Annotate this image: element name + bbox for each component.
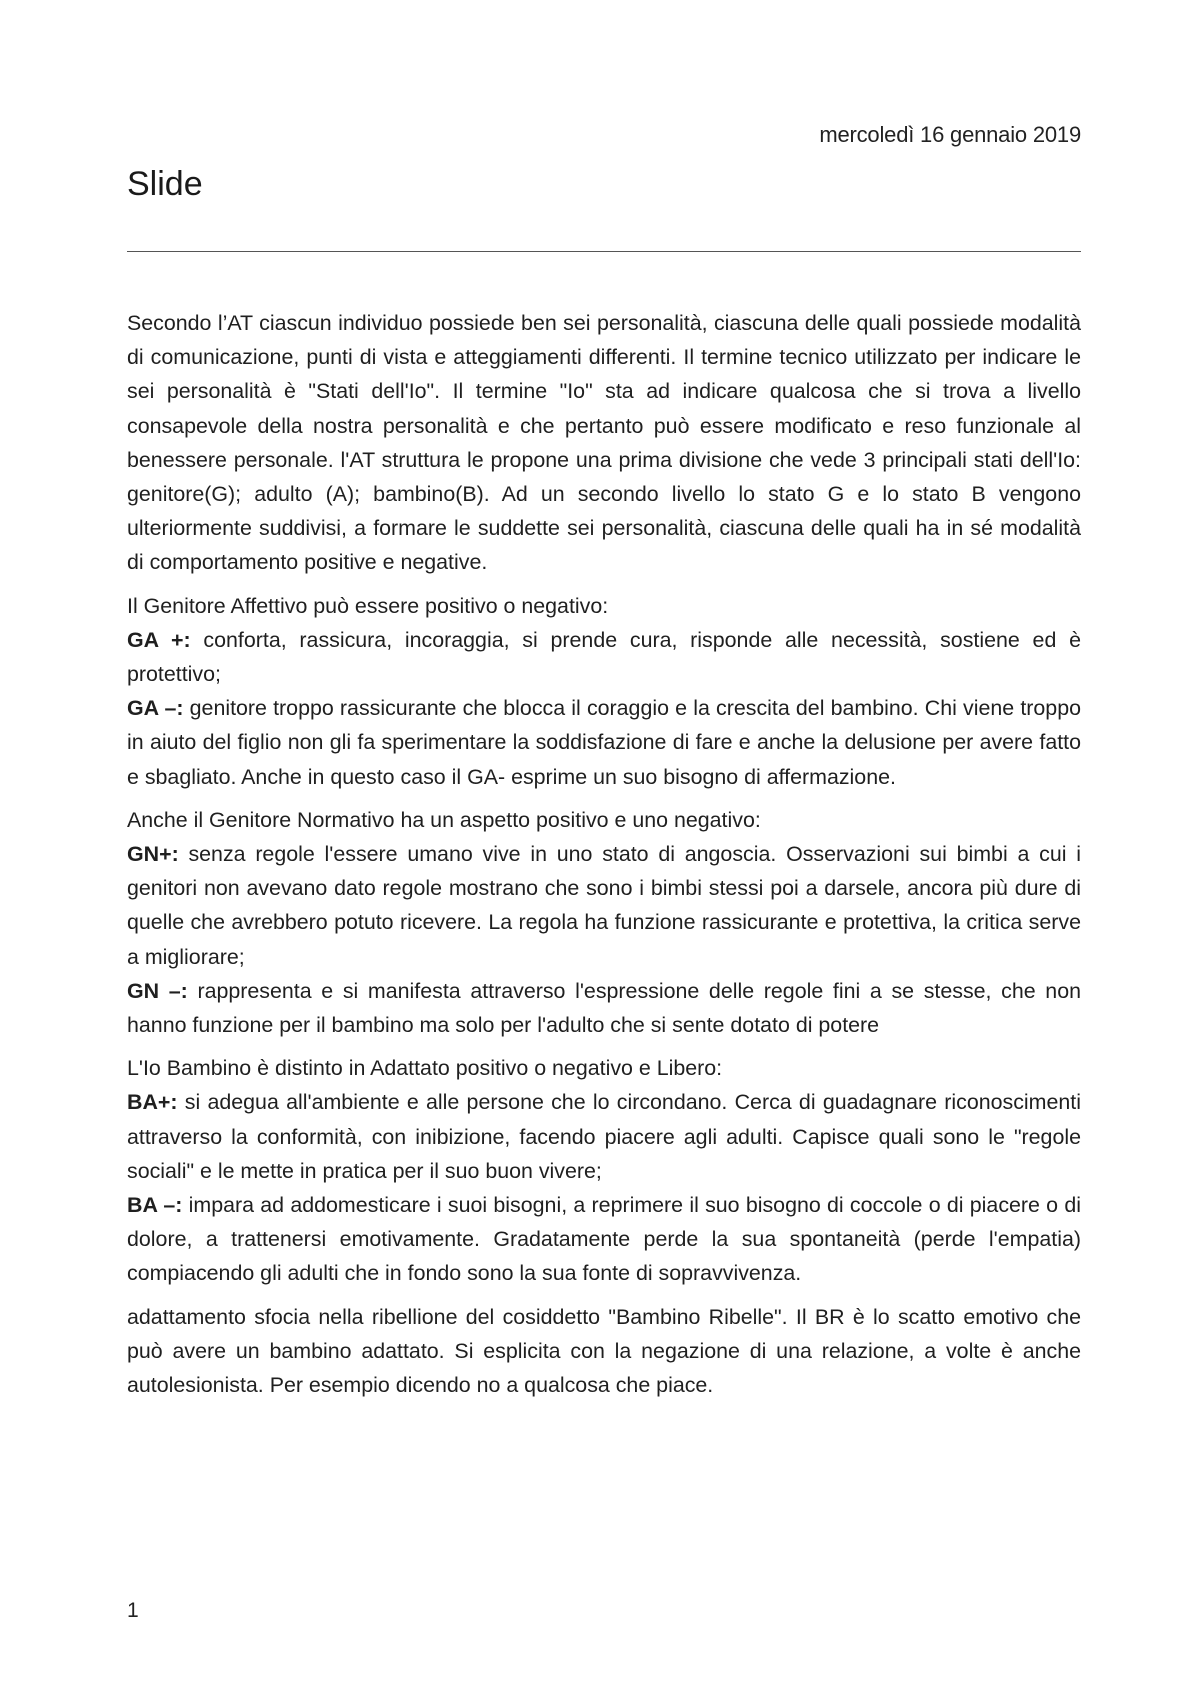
section-ba-intro: L'Io Bambino è distinto in Adattato positivo o negativo e Libero:	[127, 1056, 723, 1081]
section-ga-intro: Il Genitore Affettivo può essere positivo o negativo:	[127, 593, 609, 618]
definition-ga-positive	[127, 623, 1081, 691]
definition-gn-negative	[127, 974, 1081, 1042]
definition-gn-positive	[127, 837, 1081, 974]
term-label: GN+:	[127, 842, 179, 867]
definition-ba-negative	[127, 1188, 1081, 1291]
paragraph-intro: Secondo l’AT ciascun individuo possiede ben sei personalità, ciascuna delle quali possiede modalità di comunicazione, punti di vista e atteggiamenti differenti. Il termine tecnico utilizzato per indicare le sei personalità è "Stati dell'Io". Il termine "Io" sta ad indicare qualcosa che si trova a livello consapevole della nostra personalità e che pertanto può essere modificato e reso funzionale al benessere personale. l'AT struttura le propone una prima divisione che vede 3 principali stati dell'Io: genitore(G); adulto (A); bambino(B). Ad un secondo livello lo stato G e lo stato B vengono ulteriormente suddivisi, a formare le suddette sei personalità, ciascuna delle quali ha in sé modalità di comportamento positive e negative.	[127, 311, 1081, 575]
term-label: GA +:	[127, 627, 191, 652]
document-title: Slide	[127, 165, 203, 203]
term-description: impara ad addomesticare i suoi bisogni, a reprimere il suo bisogno di coccole o di piacere o di dolore, a trattenersi emotivamente. Gradatamente perde la sua spontaneità (perde l'empatia) compiacendo gli adulti che in fondo sono la sua fonte di sopravvivenza.	[127, 1193, 1081, 1286]
definition-ga-negative	[127, 691, 1081, 794]
document-date: mercoledì 16 gennaio 2019	[819, 122, 1081, 147]
paragraph-ribelle: adattamento sfocia nella ribellione del cosiddetto "Bambino Ribelle". Il BR è lo scatto emotivo che può avere un bambino adattato. Si esplicita con la negazione di una relazione, a volte è anche autolesionista. Per esempio dicendo no a qualcosa che piace.	[127, 1304, 1081, 1398]
term-description: genitore troppo rassicurante che blocca il coraggio e la crescita del bambino. Chi viene troppo in aiuto del figlio non gli fa sperimentare la soddisfazione di fare e anche la delusione per avere fatto e sbagliato. Anche in questo caso il GA- esprime un suo bisogno di affermazione.	[127, 696, 1081, 789]
term-label: GA –:	[127, 696, 184, 721]
title-divider	[127, 251, 1081, 252]
definition-ba-positive	[127, 1085, 1081, 1188]
term-description: senza regole l'essere umano vive in uno stato di angoscia. Osservazioni sui bimbi a cui i genitori non avevano dato regole mostrano che sono i bimbi stessi poi a darsele, ancora più dure di quelle che avrebbero potuto ricevere. La regola ha funzione rassicurante e protettiva, la critica serve a migliorare;	[127, 842, 1081, 969]
document-body	[127, 306, 1081, 1411]
page-number: 1	[127, 1599, 139, 1622]
term-label: BA+:	[127, 1090, 178, 1115]
term-label: GN –:	[127, 978, 188, 1003]
term-description: rappresenta e si manifesta attraverso l'espressione delle regole fini a se stesse, che non hanno funzione per il bambino ma solo per l'adulto che si sente dotato di potere	[127, 978, 1081, 1038]
term-label: BA –:	[127, 1193, 183, 1218]
term-description: conforta, rassicura, incoraggia, si prende cura, risponde alle necessità, sostiene ed è protettivo;	[127, 627, 1081, 687]
section-gn-intro: Anche il Genitore Normativo ha un aspetto positivo e uno negativo:	[127, 807, 761, 832]
term-description: si adegua all'ambiente e alle persone che lo circondano. Cerca di guadagnare riconoscimenti attraverso la conformità, con inibizione, facendo piacere agli adulti. Capisce quali sono le "regole sociali" e le mette in pratica per il suo buon vivere;	[127, 1090, 1081, 1183]
